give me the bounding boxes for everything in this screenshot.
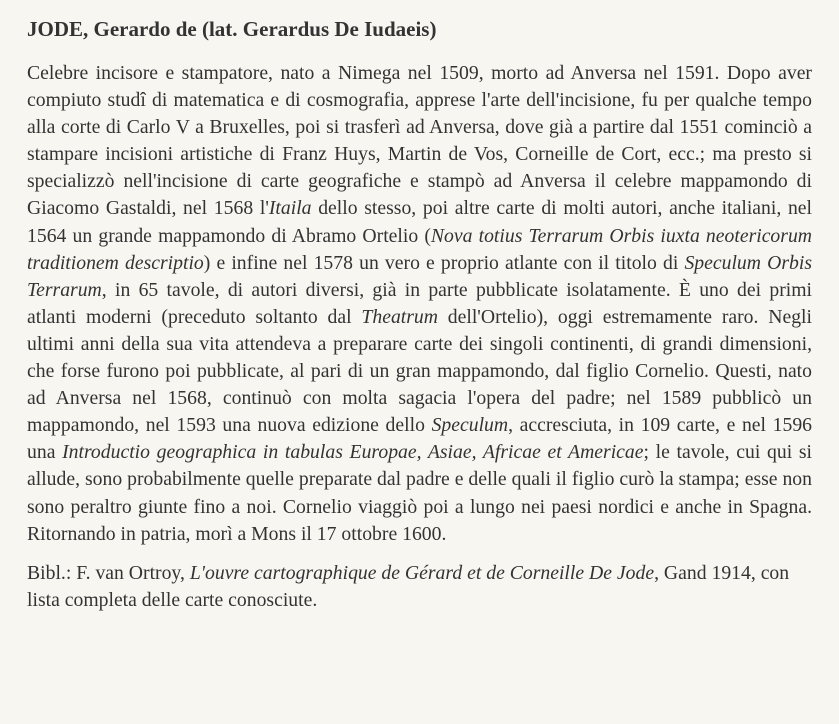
entry-title: JODE, Gerardo de (lat. Gerardus De Iudaeis)	[27, 17, 437, 41]
body-text: , accresciuta, in 109 carte, e nel 1596 una	[27, 414, 813, 464]
body-italic-title: Nova totius Terrarum Orbis iuxta neotericorum traditionem descriptio	[27, 224, 813, 274]
body-text: ; le tavole, cui qui si allude, sono probabilmente quelle preparate dal padre e delle quali il figlio curò la stampa; esse non sono peraltro giunte fino a noi. Cornelio viaggiò poi a lungo nei paesi nordici e anche in Spagna. Ritornando in patria, morì a Mons il 17 ottobre 1600.	[27, 441, 812, 545]
body-italic-title: Introductio geographica in tabulas Europae, Asiae, Africae et Americae	[62, 441, 644, 464]
body-text: dell'Ortelio), oggi estremamente raro. Negli ultimi anni della sua vita attendeva a preparare carte dei singoli continenti, di grandi dimensioni, che forse furono poi pubblicate, al pari di un gran mappamondo, dal figlio Cornelio. Questi, nato ad Anversa nel 1568, continuò con molta sagacia l'opera del padre; nel 1589 pubblicò un mappamondo, nel 1593 una nuova edizione dello	[27, 305, 812, 437]
body-text: , in 65 tavole, di autori diversi, già in parte pubblicate isolatamente. È uno dei primi atlanti moderni (preceduto soltanto dal	[27, 278, 812, 328]
bibliography-text: , Gand 1914, con lista completa delle carte conosciute.	[27, 561, 790, 611]
entry-body	[27, 60, 812, 548]
body-text: dello stesso, poi altre carte di molti autori, anche italiani, nel 1564 un grande mappamondo di Abramo Ortelio (	[27, 197, 812, 247]
bibliography	[27, 560, 812, 614]
body-italic-title: Theatrum	[361, 305, 438, 328]
body-italic-title: Speculum	[431, 414, 509, 437]
body-italic-title: Speculum Orbis Terrarum	[27, 251, 812, 301]
body-italic-title: Itaila	[268, 197, 312, 220]
body-text: ) e infine nel 1578 un vero e proprio atlante con il titolo di	[203, 251, 685, 274]
body-text: Celebre incisore e stampatore, nato a Nimega nel 1509, morto ad Anversa nel 1591. Dopo aver compiuto studî di matematica e di cosmografia, apprese l'arte dell'incisione, fu per qualche tempo alla corte di Carlo V a Bruxelles, poi si trasferì ad Anversa, dove già a partire dal 1551 cominciò a stampare incisioni artistiche di Franz Huys, Martin de Vos, Corneille de Cort, ecc.; ma presto si specializzò nell'incisione di carte geografiche e stampò ad Anversa il celebre mappamondo di Giacomo Gastaldi, nel 1568 l'	[27, 62, 812, 220]
bibliography-italic-title: L'ouvre cartographique de Gérard et de Corneille De Jode	[189, 561, 655, 584]
bibliography-text: Bibl.: F. van Ortroy,	[27, 561, 190, 584]
